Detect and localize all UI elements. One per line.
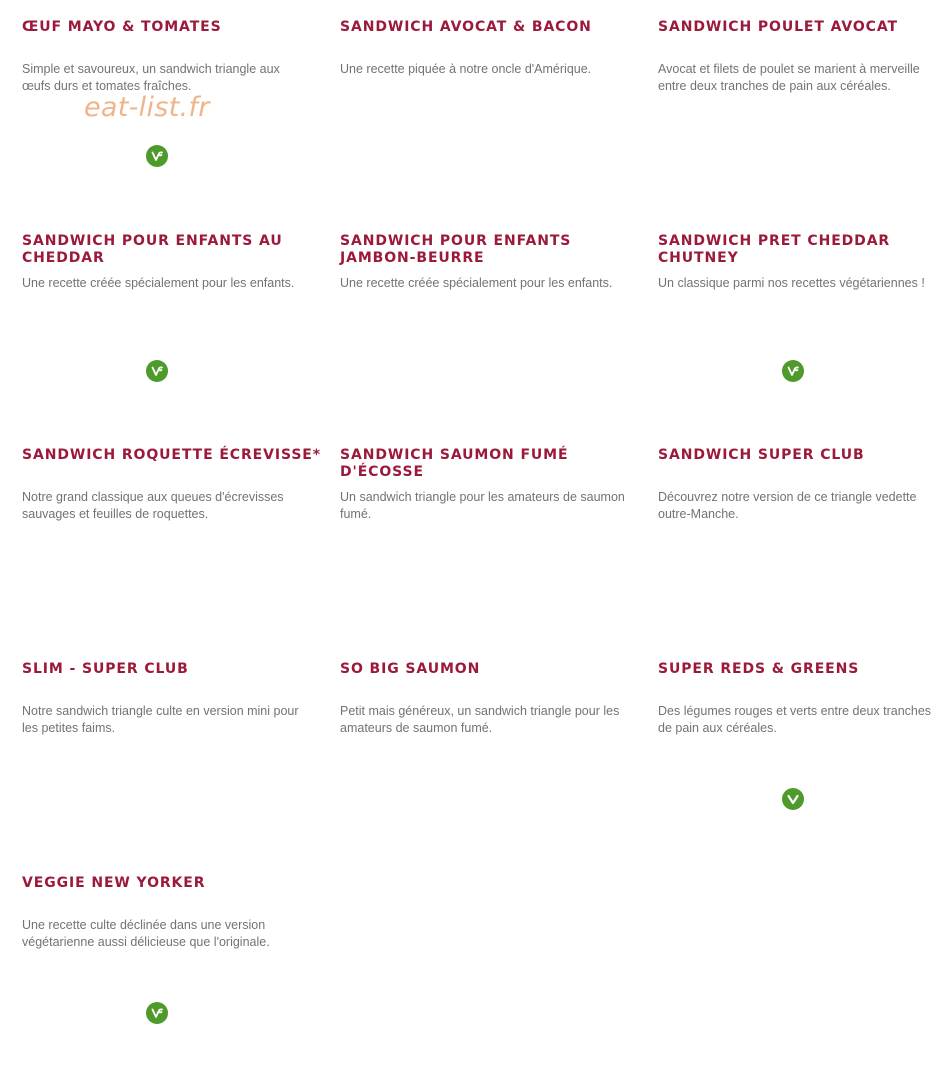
vegetarian-icon — [146, 145, 168, 167]
watermark-logo: eat-list.fr — [84, 92, 210, 123]
product-card-enfants-jambon-beurre[interactable] — [340, 233, 640, 292]
vegan-icon — [782, 788, 804, 810]
product-title: SANDWICH AVOCAT & BACON — [340, 19, 592, 35]
product-title: SANDWICH SUPER CLUB — [658, 447, 865, 463]
product-card-so-big-saumon[interactable] — [340, 661, 640, 737]
product-description: Des légumes rouges et verts entre deux tranches de pain aux céréales. — [658, 704, 932, 735]
product-title: SANDWICH PRET CHEDDAR CHUTNEY — [658, 233, 891, 266]
product-description: Avocat et filets de poulet se marient à merveille entre deux tranches de pain aux céréales. — [658, 62, 920, 93]
product-title: SANDWICH SAUMON FUMÉ D'ÉCOSSE — [340, 447, 569, 480]
product-card-avocat-bacon[interactable] — [340, 19, 640, 78]
product-card-veggie-new-yorker[interactable] — [22, 875, 322, 951]
product-description: Petit mais généreux, un sandwich triangle pour les amateurs de saumon fumé. — [340, 704, 620, 735]
product-title: SLIM - SUPER CLUB — [22, 661, 189, 677]
product-description: Découvrez notre version de ce triangle vedette outre-Manche. — [658, 490, 917, 521]
product-description: Une recette piquée à notre oncle d'Amérique. — [340, 62, 592, 76]
product-card-slim-super-club[interactable] — [22, 661, 322, 737]
product-card-enfants-cheddar[interactable] — [22, 233, 322, 292]
product-card-saumon-fume-ecosse[interactable] — [340, 447, 640, 523]
product-title: SANDWICH ROQUETTE ÉCREVISSE* — [22, 447, 321, 463]
vegetarian-icon — [782, 360, 804, 382]
product-card-pret-cheddar-chutney[interactable] — [658, 233, 948, 292]
product-card-poulet-avocat[interactable] — [658, 19, 951, 95]
vegetarian-icon — [146, 1002, 168, 1024]
product-card-super-reds-greens[interactable] — [658, 661, 948, 737]
product-card-super-club[interactable] — [658, 447, 951, 523]
vegetarian-icon — [146, 360, 168, 382]
product-description: Un classique parmi nos recettes végétariennes ! — [658, 276, 925, 290]
product-description: Simple et savoureux, un sandwich triangle aux œufs durs et tomates fraîches. — [22, 62, 280, 93]
product-title: SANDWICH POULET AVOCAT — [658, 19, 898, 35]
product-title: VEGGIE NEW YORKER — [22, 875, 206, 891]
product-description: Notre sandwich triangle culte en version mini pour les petites faims. — [22, 704, 299, 735]
product-title: SO BIG SAUMON — [340, 661, 481, 677]
product-title: SANDWICH POUR ENFANTS JAMBON-BEURRE — [340, 233, 572, 266]
product-description: Notre grand classique aux queues d'écrevisses sauvages et feuilles de roquettes. — [22, 490, 284, 521]
product-card-oeuf-mayo[interactable] — [22, 19, 322, 95]
product-card-roquette-ecrevisse[interactable] — [22, 447, 322, 523]
product-description: Une recette créée spécialement pour les enfants. — [22, 276, 295, 290]
product-description: Une recette créée spécialement pour les enfants. — [340, 276, 613, 290]
product-title: ŒUF MAYO & TOMATES — [22, 19, 222, 35]
product-title: SUPER REDS & GREENS — [658, 661, 860, 677]
product-title: SANDWICH POUR ENFANTS AU CHEDDAR — [22, 233, 283, 266]
product-description: Une recette culte déclinée dans une version végétarienne aussi délicieuse que l'originale. — [22, 918, 270, 949]
product-description: Un sandwich triangle pour les amateurs de saumon fumé. — [340, 490, 625, 521]
